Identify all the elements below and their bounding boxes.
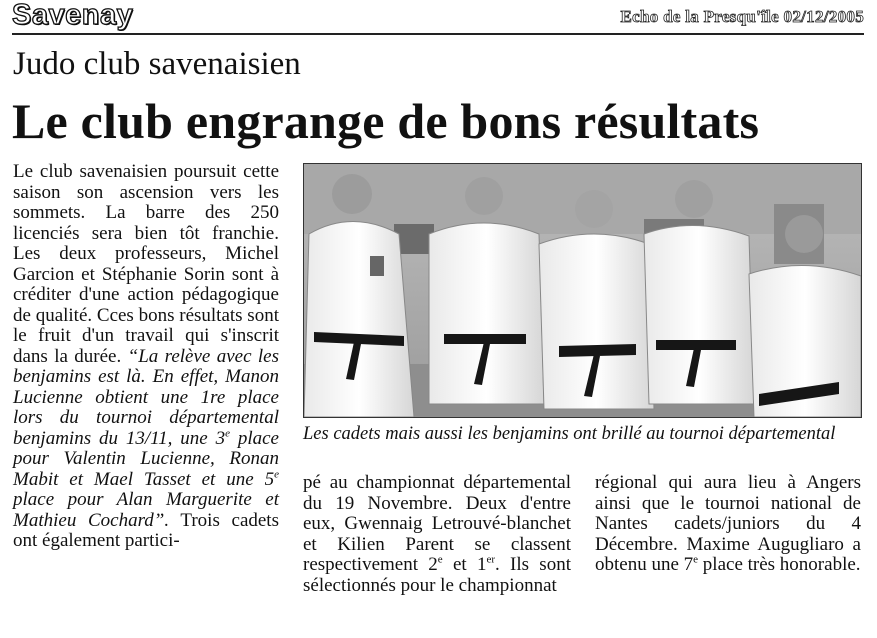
coach-quote: “La relève avec les benjamins est là. En effet, Manon Lucienne obtient une 1re place lors du tournoi départemental benjamins du 13/11, une 3e place pour Valentin Lucienne, Ronan Mabit et Mael Tasset et une 5e place pour Alan Marguerite et Mathieu Cochard”. bbox=[13, 345, 280, 531]
publication-source-date: Echo de la Presqu'île 02/12/2005 bbox=[620, 7, 864, 26]
photo-caption: Les cadets mais aussi les benjamins ont brillé au tournoi départemental bbox=[303, 424, 836, 444]
intro-text: Le club savenaisien poursuit cette saison son ascension vers les sommets. La barre des 250 licenciés sera bien tôt franchie. Les deux professeurs, Michel Garcion et Stéphanie Sorin sont à créditer d'une action pédagogique de qualité. Cces bons résultats sont le fruit d'un travail qui s'inscrit dans la durée. bbox=[13, 161, 279, 367]
section-rubric: Savenay bbox=[12, 0, 134, 31]
article-headline: Le club engrange de bons résultats bbox=[12, 93, 760, 149]
article-kicker: Judo club savenaisien bbox=[13, 46, 301, 82]
column-1-tail: Trois cadets ont également partici- bbox=[13, 509, 279, 551]
article-column-3: régional qui aura lieu à Angers ainsi que le tournoi national de Nantes cadets/juniors du 4 Décembre. Maxime Augugliaro a obtenu une 7e place très honorable. bbox=[595, 472, 861, 575]
article-column-1 bbox=[13, 162, 279, 552]
page-header bbox=[12, 0, 864, 35]
article-column-2: pé au championnat départemental du 19 Novembre. Deux d'entre eux, Gwennaig Letrouvé-blanchet et Kilien Parent se classent respectivement 2e et 1er. Ils sont sélectionnés pour le championnat bbox=[303, 472, 571, 596]
team-photo bbox=[303, 163, 862, 418]
